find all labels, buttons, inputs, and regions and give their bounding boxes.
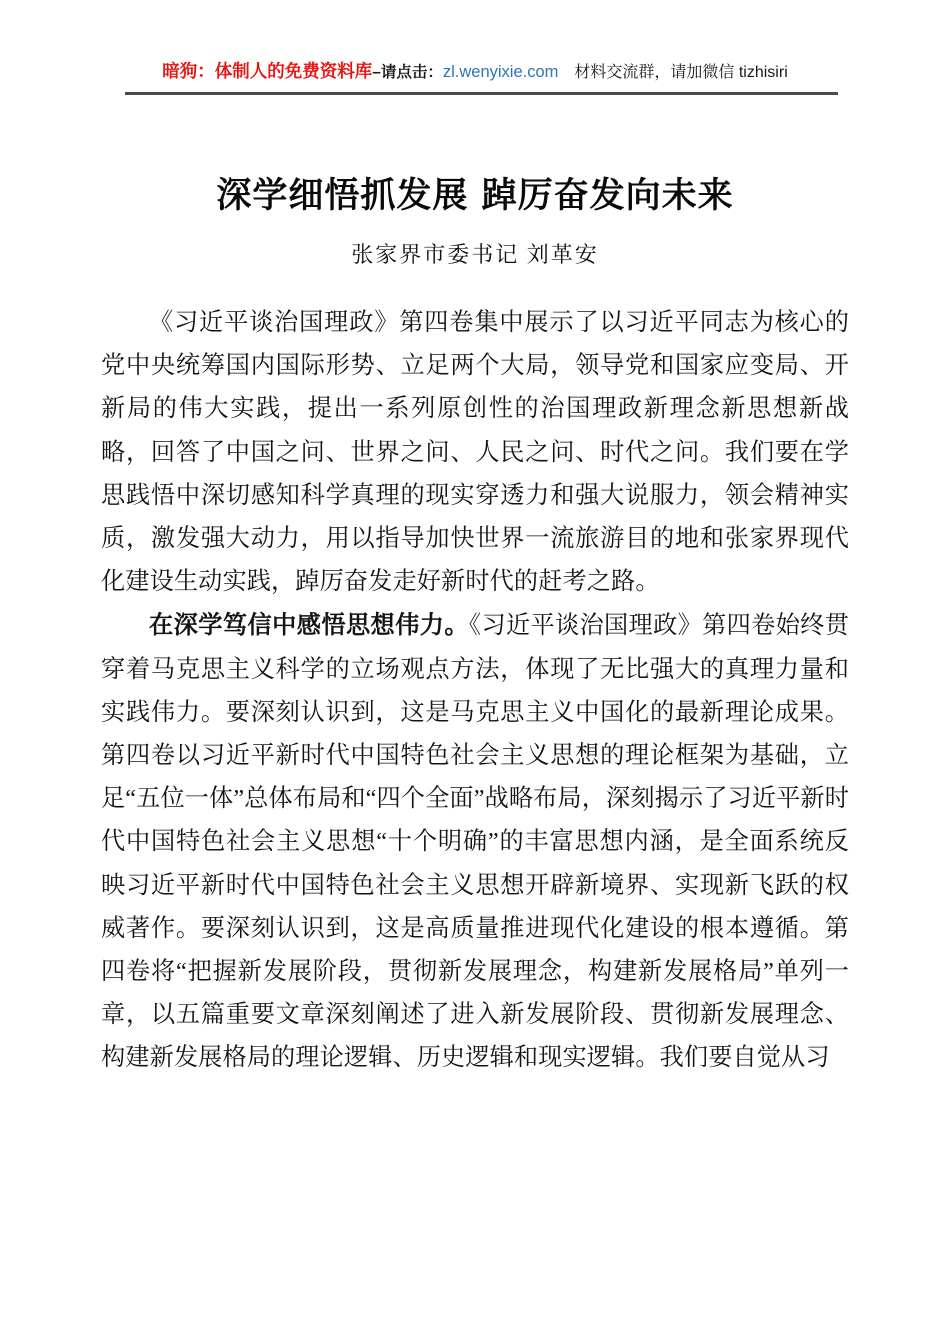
paragraph-2 xyxy=(101,603,849,1079)
promo-header-line xyxy=(162,60,788,84)
page-title: 深学细悟抓发展 踔厉奋发向未来 xyxy=(216,175,734,216)
paragraph-1 xyxy=(101,300,849,603)
promo-link[interactable]: zl.wenyixie.com xyxy=(442,63,559,81)
promo-brand-text: 暗狗：体制人的免费资料库 xyxy=(162,61,373,81)
paragraph-2-lead: 在深学笃信中感悟思想伟力。 xyxy=(149,610,470,640)
paragraph-1-text: 《习近平谈治国理政》第四卷集中展示了以习近平同志为核心的党中央统筹国内国际形势、立足两个大局，领导党和国家应变局、开新局的伟大实践，提出一系列原创性的治国理政新理念新思想新战略，回答了中国之问、世界之问、人民之问、时代之问。我们要在学思践悟中深切感知科学真理的现实穿透力和强大说服力，领会精神实质，激发强大动力，用以指导加快世界一流旅游目的地和张家界现代化建设生动实践，踔厉奋发走好新时代的赶考之路。 xyxy=(101,309,849,596)
promo-header xyxy=(0,60,950,84)
paragraph-2-text: 《习近平谈治国理政》第四卷始终贯穿着马克思主义科学的立场观点方法，体现了无比强大的真理力量和实践伟力。要深刻认识到，这是马克思主义中国化的最新理论成果。第四卷以习近平新时代中国特色社会主义思想的理论框架为基础，立足“五位一体”总体布局和“四个全面”战略布局，深刻揭示了习近平新时代中国特色社会主义思想“十个明确”的丰富思想内涵，是全面系统反映习近平新时代中国特色社会主义思想开辟新境界、实现新飞跃的权威著作。要深刻认识到，这是高质量推进现代化建设的根本遵循。第四卷将“把握新发展阶段，贯彻新发展理念，构建新发展格局”单列一章，以五篇重要文章深刻阐述了进入新发展阶段、贯彻新发展理念、构建新发展格局的理论逻辑、历史逻辑和现实逻辑。我们要自觉从习 xyxy=(101,612,849,1072)
document-body xyxy=(101,300,849,1080)
header-divider-rule xyxy=(125,92,838,95)
byline: 张家界市委书记 刘革安 xyxy=(351,242,599,267)
promo-cta-text: –请点击： xyxy=(372,64,443,81)
promo-wechat-text: 材料交流群，请加微信 tizhisiri xyxy=(574,64,788,81)
